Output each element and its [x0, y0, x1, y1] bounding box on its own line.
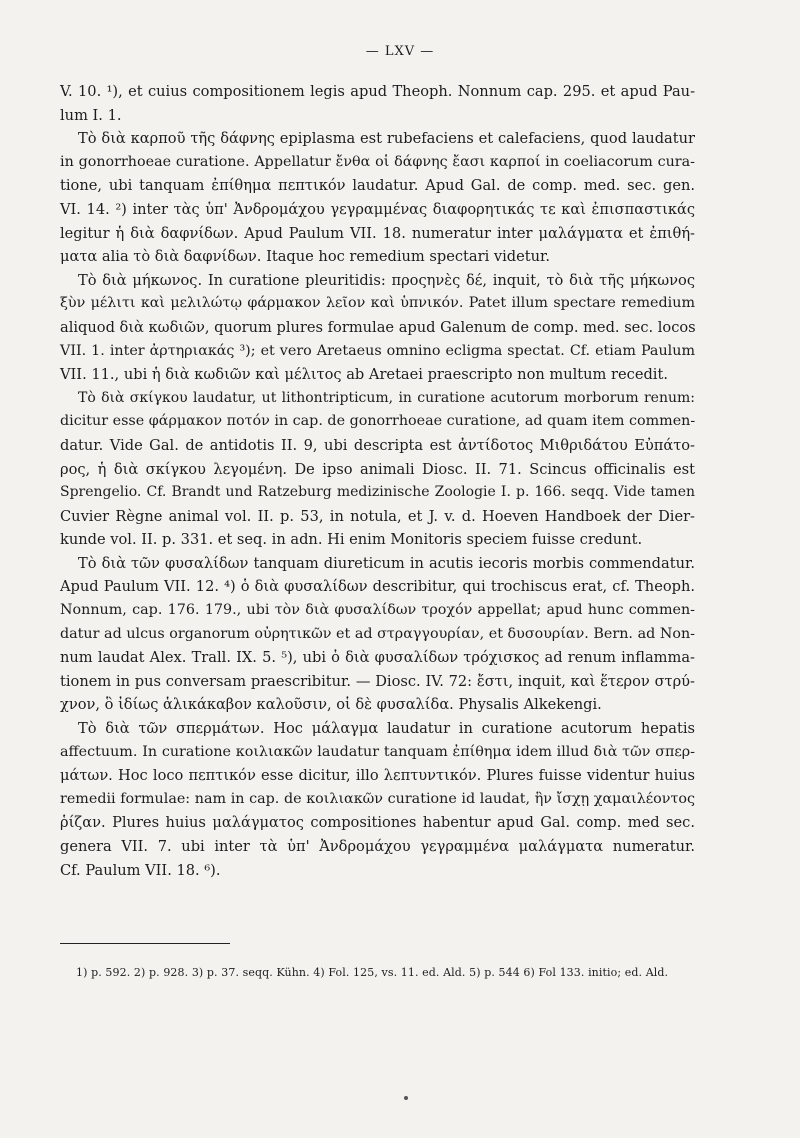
text-line: Cuvier Règne animal vol. II. p. 53, in notula, et J. v. d. Hoeven Handboek der Dier-	[60, 507, 695, 525]
paragraph-start-line: Τὸ διὰ μήκωνος. In curatione pleuritidis: προςηνὲς δέ, inquit, τὸ διὰ τῆς μήκωνος	[78, 271, 695, 289]
text-line: datur ad ulcus organorum οὐρητικῶν et ad στραγγουρίαν, et δυσουρίαν. Bern. ad Non-	[60, 625, 695, 642]
text-line: datur. Vide Gal. de antidotis II. 9, ubi descripta est ἀντίδοτος Μιθριδάτου Εὐπάτο-	[60, 436, 695, 454]
footnote-separator	[60, 943, 230, 944]
text-line: Nonnum, cap. 176. 179., ubi τὸν διὰ φυσαλίδων τροχόν appellat; apud hunc commen-	[60, 602, 695, 619]
text-line: aliquod διὰ κωδιῶν, quorum plures formulae apud Galenum de comp. med. sec. locos	[60, 318, 696, 336]
text-line: VII. 1. inter ἀρτηριακάς ³); et vero Aretaeus omnino ecligma spectat. Cf. etiam Paulum	[60, 342, 695, 359]
text-line: Cf. Paulum VII. 18. ⁶).	[60, 861, 221, 879]
paragraph-start-line: Τὸ διὰ τῶν σπερμάτων. Hoc μάλαγμα laudatur in curatione acutorum hepatis	[78, 720, 695, 738]
text-line: genera VII. 7. ubi inter τὰ ὑπ' Ἀνδρομάχου γεγραμμένα μαλάγματα numeratur.	[60, 838, 695, 855]
text-line: ξὺν μέλιτι καὶ μελιλώτῳ φάρμακον λεῖον καὶ ὑπνικόν. Patet illum spectare remedium	[60, 295, 695, 312]
paragraph-start-line: Τὸ διὰ σκίγκου laudatur, ut lithontripticum, in curatione acutorum morborum renum:	[78, 389, 695, 406]
text-line: kunde vol. II. p. 331. et seq. in adn. Hi enim Monitoris speciem fuisse credunt.	[60, 531, 643, 549]
text-line: μάτων. Hoc loco πεπτικόν esse dicitur, illo λεπτυντικόν. Plures fuisse videntur huius	[60, 767, 695, 785]
text-line: affectuum. In curatione κοιλιακῶν laudatur tanquam ἐπίθημα idem illud διὰ τῶν σπερ-	[60, 743, 695, 760]
text-line: VI. 14. ²) inter τὰς ὑπ' Ἀνδρομάχου γεγραμμένας διαφορητικάς τε καὶ ἐπισπαστικάς	[60, 200, 695, 218]
text-line: Apud Paulum VII. 12. ⁴) ὁ διὰ φυσαλίδων describitur, qui trochiscus erat, cf. Theoph.	[60, 578, 695, 596]
page-speck	[404, 1096, 408, 1100]
text-line: tione, ubi tanquam ἐπίθημα πεπτικόν laudatur. Apud Gal. de comp. med. sec. gen.	[60, 177, 695, 195]
text-line: legitur ἡ διὰ δαφνίδων. Apud Paulum VII. 18. numeratur inter μαλάγματα et ἐπιθή-	[60, 224, 695, 242]
page-number-header: — LXV —	[365, 44, 435, 59]
footnotes: 1) p. 592. 2) p. 928. 3) p. 37. seqq. Kühn. 4) Fol. 125, vs. 11. ed. Ald. 5) p. 544 6) Fol 133. initio; ed. Ald.	[76, 966, 669, 979]
text-line: V. 10. ¹), et cuius compositionem legis apud Theoph. Nonnum cap. 295. et apud Pau-	[60, 83, 695, 100]
paragraph-start-line: Τὸ διὰ τῶν φυσαλίδων tanquam diureticum in acutis iecoris morbis commendatur.	[78, 554, 695, 572]
body-text	[60, 80, 695, 882]
text-line: ματα alia τὸ διὰ δαφνίδων. Itaque hoc remedium spectari videtur.	[60, 248, 551, 266]
text-line: tionem in pus conversam praescribitur. — Diosc. IV. 72: ἔστι, inquit, καὶ ἕτερον στρύ-	[60, 672, 695, 690]
text-line: Sprengelio. Cf. Brandt und Ratzeburg medizinische Zoologie I. p. 166. seqq. Vide tamen	[60, 484, 695, 501]
text-line: dicitur esse φάρμακον ποτόν in cap. de gonorrhoeae curatione, ad quam item commen-	[60, 413, 696, 430]
text-line: lum I. 1.	[60, 106, 122, 124]
text-line: χνον, ὃ ἰδίως ἁλικάκαβον καλοῦσιν, οἱ δὲ φυσαλίδα. Physalis Alkekengi.	[60, 696, 602, 714]
paragraph-start-line: Τὸ διὰ καρποῦ τῆς δάφνης epiplasma est rubefaciens et calefaciens, quod laudatur	[78, 130, 695, 148]
text-line: ῥίζαν. Plures huius μαλάγματος compositiones habentur apud Gal. comp. med sec.	[60, 814, 695, 832]
text-line: remedii formulae: nam in cap. de κοιλιακῶν curatione id laudat, ἣν ἴσχῃ χαμαιλέοντος	[60, 790, 695, 807]
text-line: ρος, ἡ διὰ σκίγκου λεγομένη. De ipso animali Diosc. II. 71. Scincus officinalis est	[60, 460, 695, 478]
text-line: VII. 11., ubi ἡ διὰ κωδιῶν καὶ μέλιτος ab Aretaei praescripto non multum recedit.	[60, 366, 668, 384]
text-line: in gonorrhoeae curatione. Appellatur ἔνθα οἱ δάφνης ἔασι καρποί in coeliacorum cura-	[60, 153, 695, 170]
text-line: num laudat Alex. Trall. IX. 5. ⁵), ubi ὁ διὰ φυσαλίδων τρόχισκος ad renum inflamma-	[60, 649, 695, 667]
